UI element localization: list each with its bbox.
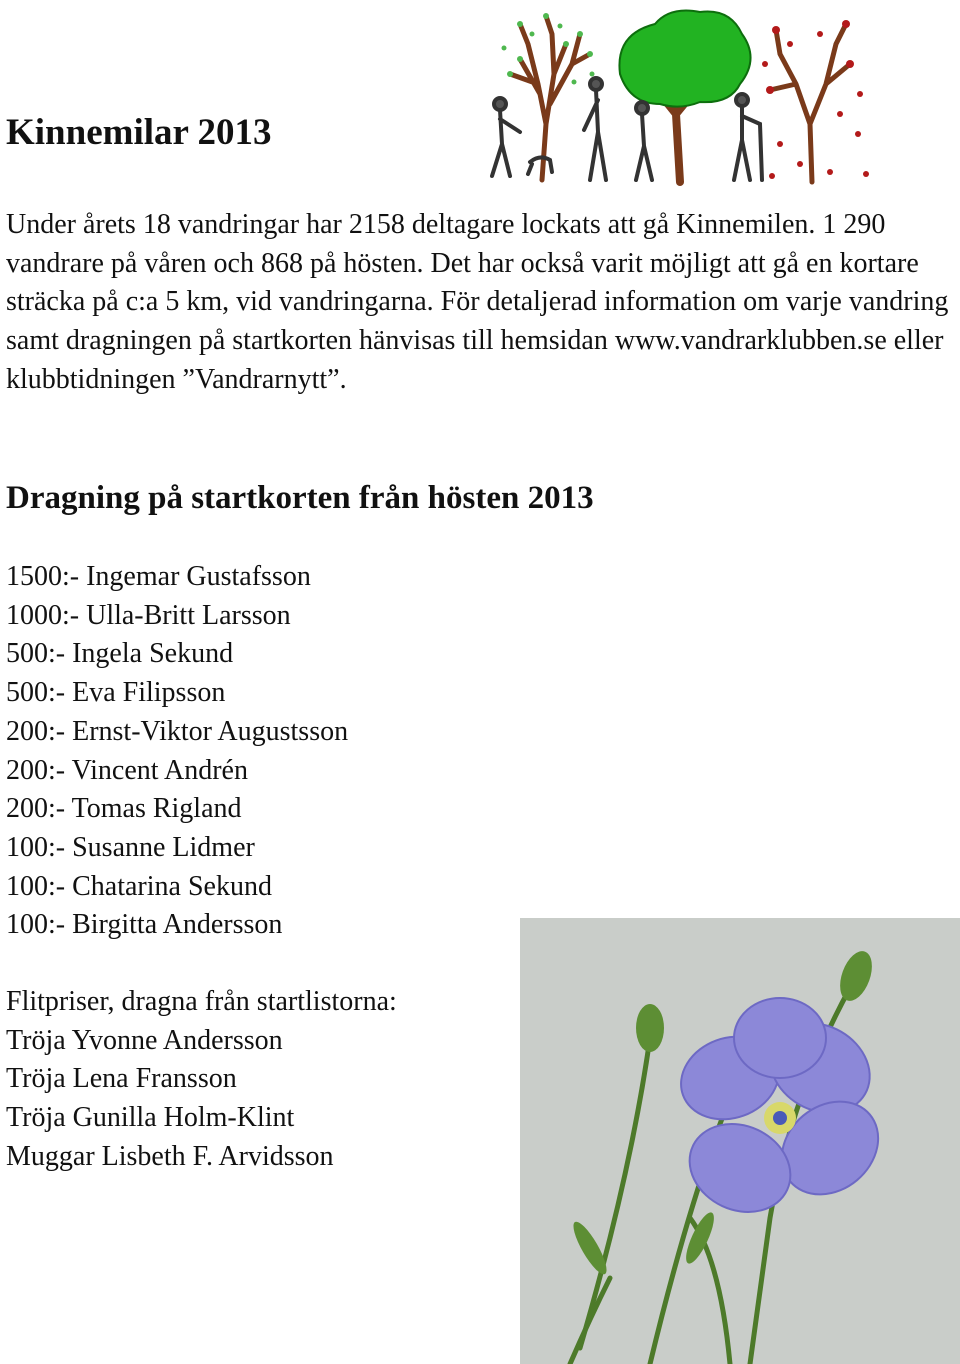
drawing-heading: Dragning på startkorten från hösten 2013: [6, 480, 594, 516]
list-item: 1000:- Ulla-Britt Larsson: [6, 599, 291, 631]
list-item: 200:- Tomas Rigland: [6, 793, 242, 825]
summer-tree: [619, 11, 750, 183]
list-item: Tröja Lena Fransson: [6, 1063, 237, 1095]
list-item: 200:- Ernst-Viktor Augustsson: [6, 715, 349, 747]
trees-hikers-illustration: [480, 4, 880, 186]
autumn-tree: [762, 20, 869, 182]
list-item: 200:- Vincent Andrén: [6, 754, 248, 786]
flit-heading: Flitpriser, dragna från startlistorna:: [6, 986, 397, 1017]
list-item: Muggar Lisbeth F. Arvidsson: [6, 1140, 334, 1172]
list-item: Tröja Gunilla Holm-Klint: [6, 1102, 295, 1134]
list-item: 100:- Chatarina Sekund: [6, 870, 272, 902]
flax-flower-photo: [520, 918, 960, 1364]
list-item: 100:- Susanne Lidmer: [6, 831, 255, 863]
list-item: 1500:- Ingemar Gustafsson: [6, 561, 311, 592]
prize-winners-list: [6, 558, 348, 945]
flit-prizes-list: [6, 983, 397, 1177]
spring-tree: [502, 13, 595, 180]
list-item: Tröja Yvonne Andersson: [6, 1024, 283, 1056]
list-item: 500:- Ingela Sekund: [6, 638, 234, 670]
page-title: Kinnemilar 2013: [6, 112, 272, 153]
list-item: 100:- Birgitta Andersson: [6, 909, 283, 941]
list-item: 500:- Eva Filipsson: [6, 677, 226, 709]
intro-paragraph: Under årets 18 vandringar har 2158 deltagare lockats att gå Kinnemilen. 1 290 vandrare på våren och 868 på hösten. Det har också varit möjligt att gå en kortare sträcka på c:a 5 km, vid vandringarna. För detaljerad information om varje vandring samt dragningen på startkorten hänvisas till hemsidan www.vandrarklubben.se eller klubbtidningen ”Vandrarnytt”.: [6, 209, 949, 395]
